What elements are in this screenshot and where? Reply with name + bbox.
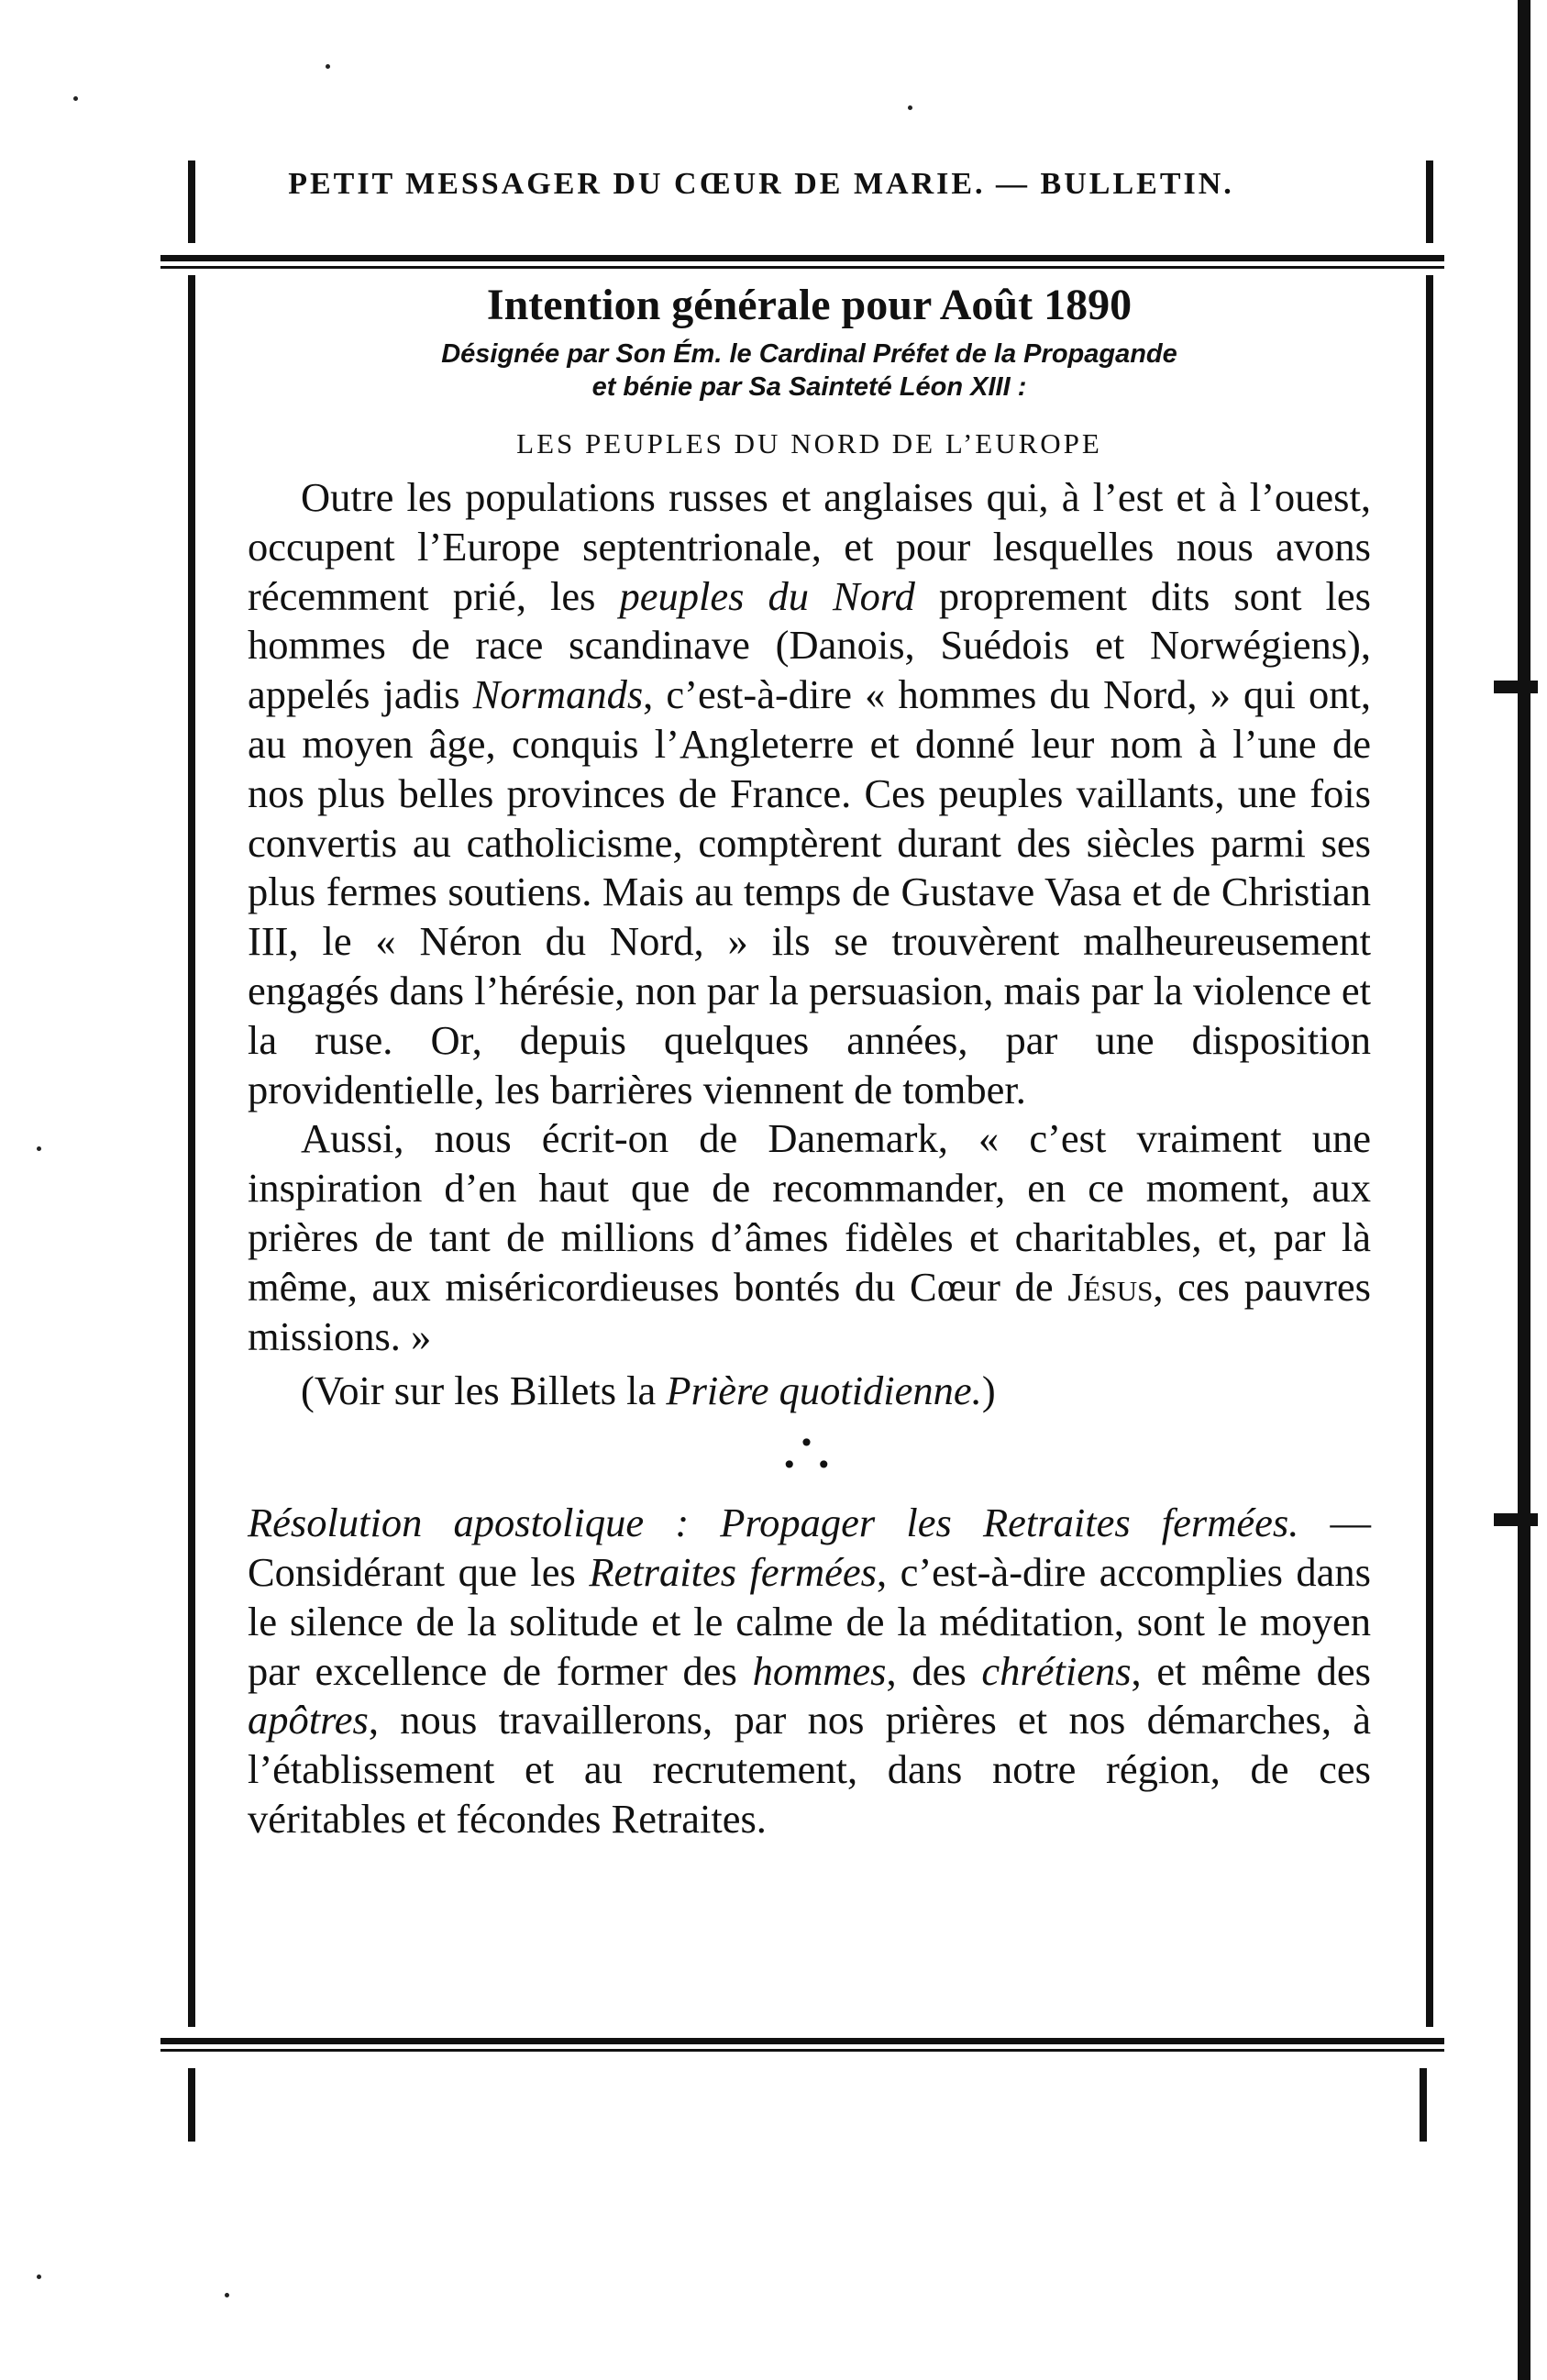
designation-line-1: Désignée par Son Ém. le Cardinal Préfet de la Propagande xyxy=(441,339,1177,369)
frame-rule-left-bottom xyxy=(188,2068,195,2142)
paragraph-text: , c’est-à-dire accomplies dans le silence de la solitude et le calme de la méditation, sont le moyen par excellence de former des xyxy=(248,1548,1371,1694)
scan-edge-line xyxy=(1518,0,1530,2380)
header-rule-top-thin xyxy=(160,266,1444,269)
paragraph-text: ) xyxy=(981,1367,996,1414)
scan-speck xyxy=(37,1146,41,1151)
paragraph-text: Outre les populations russes et anglaises qui, à l’est et à l’ouest, occupent l’Europe septentrionale, et pour lesquelles nous avons récemment prié, les xyxy=(248,474,1371,619)
intention-subtitle: LES PEUPLES DU NORD DE L’EUROPE xyxy=(516,427,1102,459)
running-header: PETIT MESSAGER DU CŒUR DE MARIE. — BULLETIN. xyxy=(288,167,1234,201)
emphasis-text: Normands xyxy=(472,671,644,718)
paragraph-text: , des xyxy=(886,1647,982,1694)
scan-edge-tick xyxy=(1494,1513,1538,1526)
frame-rule-right xyxy=(1426,275,1433,2027)
designation-line-2: et bénie par Sa Sainteté Léon XIII : xyxy=(591,372,1027,402)
emphasis-text: peuples du Nord xyxy=(619,572,915,619)
frame-rule-right-top xyxy=(1426,161,1433,243)
scan-speck xyxy=(37,2275,41,2279)
paragraph-text: , c’est-à-dire « hommes du Nord, » qui ont, au moyen âge, conquis l’Angleterre et donné leur nom à l’une de nos plus belles provinces de France. Ces peuples vaillants, une fois convertis au catholicisme, comptèrent durant des siècles parmi ses plus fermes soutiens. Mais au temps de Gustave Vasa et de Christian III, le « Néron du Nord, » ils se trouvèrent malheureusement engagés dans l’hérésie, non par la persuasion, mais par la violence et la ruse. Or, depuis quelques années, par une disposition providentielle, les barrières viennent de tomber. xyxy=(248,671,1372,1113)
jesus-small-caps: Jésus xyxy=(1067,1263,1154,1310)
emphasis-text: hommes xyxy=(752,1647,887,1694)
scan-speck xyxy=(73,96,78,101)
voir-note xyxy=(248,1367,1371,1416)
scan-speck xyxy=(908,105,912,110)
emphasis-text: Retraites fermées xyxy=(589,1548,877,1595)
intention-title: Intention générale pour Août 1890 xyxy=(486,281,1133,329)
paragraph-text: (Voir sur les Billets la xyxy=(301,1367,667,1414)
paragraph-text: proprement dits sont les hommes de race scandinave (Danois, Suédois et Norwégiens), appelés jadis xyxy=(248,572,1371,718)
frame-rule-right-bottom xyxy=(1420,2068,1427,2142)
paragraph-text: — Considérant que les xyxy=(248,1500,1371,1595)
resolution-label: Résolution apostolique : Propager les Retraites fermées. xyxy=(248,1500,1299,1546)
paragraph-text: , ces pauvres missions. » xyxy=(248,1263,1371,1359)
scan-speck xyxy=(225,2293,229,2297)
footer-rule-thin xyxy=(160,2049,1444,2052)
bulletin-content xyxy=(248,280,1371,1844)
emphasis-text: apôtres xyxy=(248,1697,369,1743)
header-rule-top xyxy=(160,255,1444,261)
paragraph-text: Aussi, nous écrit-on de Danemark, « c’est vraiment une inspiration d’en haut que de recommander, en ce moment, aux prières de tant de millions d’âmes fidèles et charitables, et, par là même, aux miséricordieuses bontés du Cœur de xyxy=(248,1115,1371,1310)
scan-speck xyxy=(326,64,330,69)
paragraph-text: , nous travaillerons, par nos prières et nos démarches, à l’établissement et au recrutement, dans notre région, de ces véritables et fécondes Retraites. xyxy=(248,1697,1371,1842)
asterism-divider: • • • xyxy=(781,1428,837,1481)
frame-rule-left-top xyxy=(188,161,195,243)
paragraph-text: , et même des xyxy=(1131,1647,1372,1694)
paragraph-danemark xyxy=(248,1114,1371,1361)
frame-rule-left xyxy=(188,275,195,2027)
paragraph-peuples xyxy=(248,473,1371,1114)
resolution-paragraph xyxy=(248,1499,1371,1844)
scan-edge-tick xyxy=(1494,681,1538,693)
emphasis-text: chrétiens xyxy=(981,1647,1132,1694)
footer-rule xyxy=(160,2038,1444,2044)
emphasis-text: Prière quotidienne. xyxy=(666,1367,982,1414)
